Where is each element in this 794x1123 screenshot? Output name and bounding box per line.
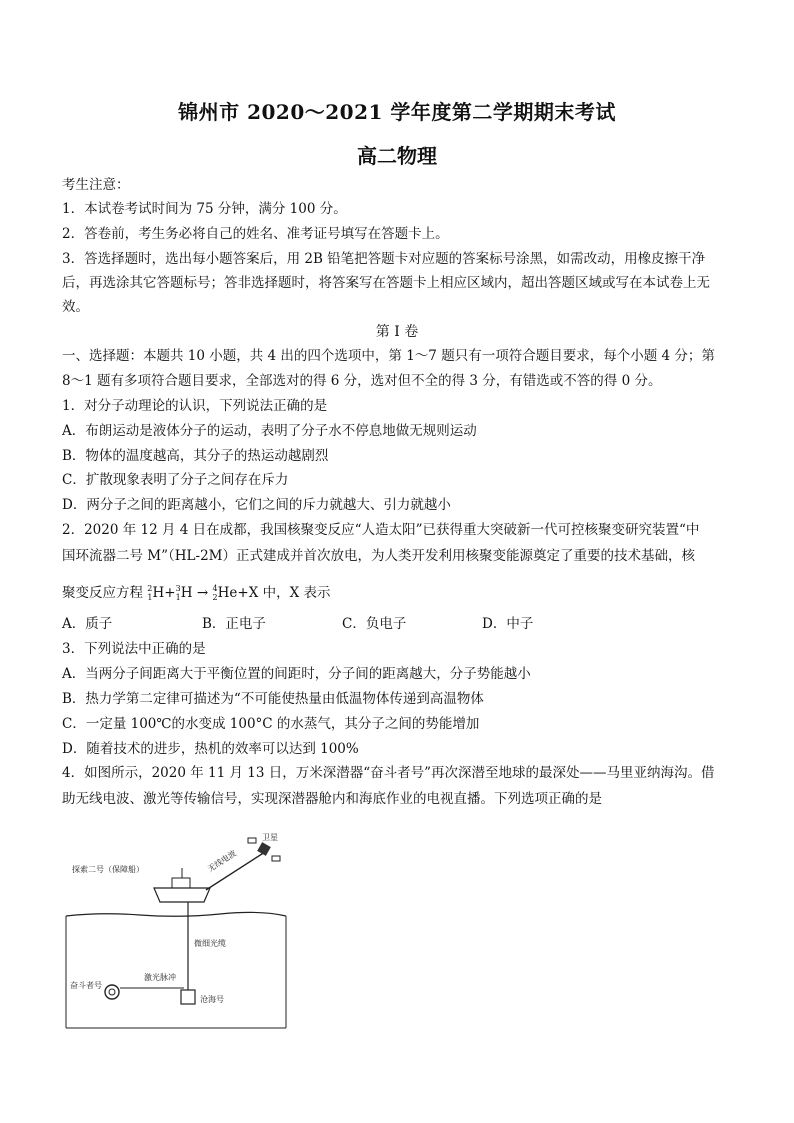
- q3-option-c: C．一定量 100℃的水变成 100°C 的水蒸气，其分子之间的势能增加: [62, 716, 480, 732]
- q2-stem-b: 国环流器二号 M”（HL-2M）正式建成并首次放电，为人类开发利用核聚变能源奠定了重要的技术基础，核: [62, 548, 695, 564]
- q1-option-d: D．两分子之间的距离越小，它们之间的斥力就越大、引力就越小: [62, 497, 451, 513]
- fusion-equation: $^2_1$H+$^3_1$H → $^4_2$He+X: [147, 584, 259, 602]
- q3-option-a: A．当两分子间距离大于平衡位置的间距时，分子间的距离越大，分子势能越小: [62, 666, 531, 682]
- satellite-body: [257, 842, 271, 856]
- q2-stem-c-prefix: 聚变反应方程: [62, 585, 148, 601]
- q2-stem-c: [62, 580, 734, 607]
- label-laser: 激光脉冲: [144, 973, 176, 982]
- section-intro-b: 8～1 题有多项符合题目要求，全部选对的得 6 分，选对但不全的得 3 分，有错选或不答的得 0 分。: [62, 373, 662, 389]
- q2-option-d: D．中子: [482, 616, 534, 632]
- label-ship: 探索二号（保障船）: [72, 865, 144, 874]
- q1-option-c: C．扩散现象表明了分子之间存在斥力: [62, 472, 289, 488]
- q4-stem-a: 4．如图所示，2020 年 11 月 13 日，万米深潜器“奋斗者号”再次深潜至地球的最深处——马里亚纳海沟。借: [62, 765, 715, 781]
- q1-stem: 1．对分子动理论的认识，下列说法正确的是: [62, 398, 328, 414]
- q2-stem-c-suffix: 中，X 表示: [262, 585, 331, 601]
- satellite-panel-left: [248, 838, 256, 843]
- volume-heading: 第 I 卷: [375, 324, 419, 340]
- q2-option-a: A．质子: [62, 616, 113, 632]
- q1-option-b: B．物体的温度越高，其分子的热运动越剧烈: [62, 448, 329, 464]
- ship-hull: [154, 888, 210, 902]
- sea-surface-line: [66, 912, 286, 916]
- notice-line-3c: 效。: [62, 299, 89, 315]
- notice-line-3b: 后，再选涂其它答题标号；答非选择题时，将答案写在答题卡上相应区域内，超出答题区域或写在本试卷上无: [62, 275, 710, 291]
- q4-stem-b: 助无线电波、激光等传输信号，实现深潜器舱内和海底作业的电视直播。下列选项正确的是: [62, 791, 602, 807]
- exam-subject: 高二物理: [357, 144, 437, 168]
- label-canghai: 沧海号: [200, 995, 224, 1004]
- satellite-panel-right: [272, 856, 280, 861]
- deep-sea-diagram: [60, 830, 290, 1040]
- q2-option-b: B．正电子: [202, 616, 266, 632]
- q3-stem: 3．下列说法中正确的是: [62, 641, 206, 657]
- canghai-lander: [181, 990, 195, 1004]
- fendouzhe-inner: [109, 989, 115, 995]
- q1-option-a: A．布朗运动是液体分子的运动，表明了分子水不停息地做无规则运动: [62, 423, 477, 439]
- ship-cabin: [172, 878, 190, 888]
- label-satellite: 卫星: [262, 833, 278, 842]
- q2-stem-a: 2．2020 年 12 月 4 日在成都，我国核聚变反应“人造太阳”已获得重大突破新一代可控核聚变研究装置“中: [62, 522, 700, 538]
- notice-heading: 考生注意：: [62, 177, 130, 193]
- notice-line-2: 2．答卷前，考生务必将自己的姓名、准考证号填写在答题卡上。: [62, 226, 449, 242]
- label-fendouzhe: 奋斗者号: [70, 981, 102, 990]
- notice-line-1: 1．本试卷考试时间为 75 分钟，满分 100 分。: [62, 201, 347, 217]
- section-intro-a: 一、选择题：本题共 10 小题，共 4 出的四个选项中，第 1～7 题只有一项符合题目要求，每个小题 4 分；第: [62, 348, 715, 364]
- label-fiber: 微细光缆: [194, 939, 226, 948]
- notice-line-3a: 3．答选择题时，选出每小题答案后，用 2B 铅笔把答题卡对应题的答案标号涂黑，如需改动，用橡皮擦干净: [62, 251, 706, 267]
- q3-option-d: D．随着技术的进步，热机的效率可以达到 100%: [62, 741, 359, 757]
- label-radio: 无线电波: [206, 848, 238, 874]
- fendouzhe-submersible: [105, 985, 119, 999]
- q2-option-c: C．负电子: [342, 616, 407, 632]
- q3-option-b: B．热力学第二定律可描述为“不可能使热量由低温物体传递到高温物体: [62, 691, 484, 707]
- exam-title: 锦州市 2020～2021 学年度第二学期期末考试: [178, 100, 616, 124]
